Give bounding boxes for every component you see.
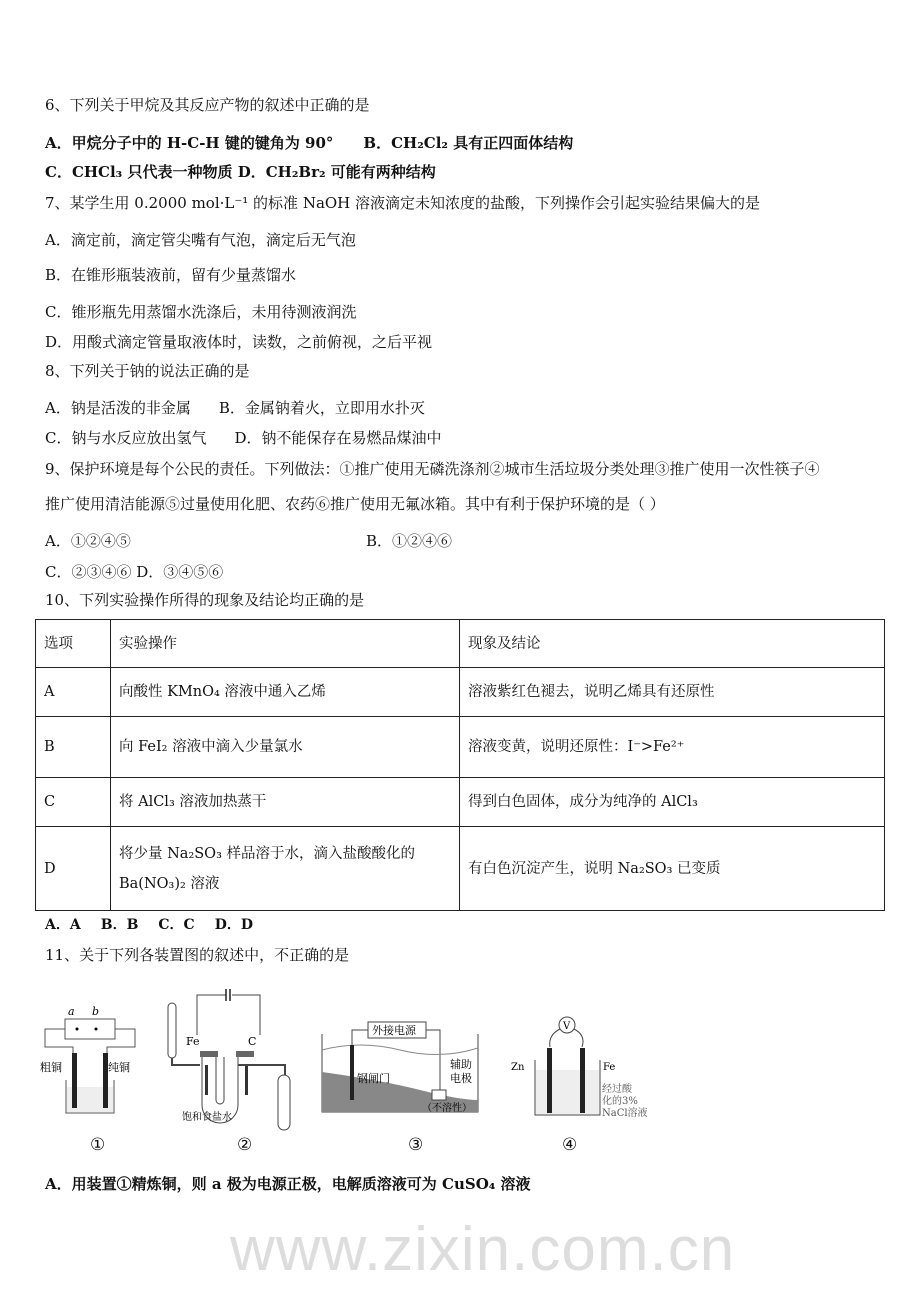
watermark: www.zixin.com.cn: [230, 1215, 736, 1284]
header-result: 现象及结论: [460, 620, 885, 668]
fig2-fe-label: Fe: [186, 1035, 200, 1048]
fig4-number: ④: [562, 1135, 578, 1155]
q6-option-d: D．CH₂Br₂ 可能有两种结构: [237, 163, 436, 181]
q10-option-c: C．C: [158, 917, 195, 933]
q8-options-cd: [45, 428, 442, 448]
q8-option-a: A．钠是活泼的非金属: [45, 399, 191, 417]
row-operation-line1: 将少量 Na₂SO₃ 样品溶于水，滴入盐酸酸化的: [119, 845, 415, 862]
fig2-c-label: C: [248, 1035, 257, 1048]
q9-stem-line1: 9、保护环境是每个公民的责任。下列做法：①推广使用无磷洗涤剂②城市生活垃圾分类处理③推广使用一次性筷子④: [45, 460, 820, 478]
fig1-pure-copper: 纯铜: [108, 1061, 130, 1074]
q6-option-a: A．甲烷分子中的 H-C-H 键的键角为 90°: [45, 134, 334, 152]
q8-options-ab: [45, 398, 425, 418]
row-result: 得到白色固体，成分为纯净的 AlCl₃: [460, 778, 885, 827]
q9-option-d: D．③④⑤⑥: [136, 563, 224, 581]
fig4-voltmeter-label: V: [563, 1021, 571, 1032]
row-result: 溶液紫红色褪去，说明乙烯具有还原性: [460, 668, 885, 717]
fig3-number: ③: [408, 1135, 424, 1155]
q7-option-d: D．用酸式滴定管量取液体时，读数，之前俯视，之后平视: [45, 333, 433, 351]
q6-options-cd: [45, 162, 436, 182]
table-row: [36, 717, 885, 778]
q7-option-c: C．锥形瓶先用蒸馏水洗涤后，未用待测液润洗: [45, 303, 357, 321]
row-option: B: [36, 717, 111, 778]
q11-option-a: A．用装置①精炼铜，则 a 极为电源正极，电解质溶液可为 CuSO₄ 溶液: [45, 1175, 531, 1193]
q6-option-b: B．CH₂Cl₂ 具有正四面体结构: [363, 134, 574, 152]
row-operation: 向 FeI₂ 溶液中滴入少量氯水: [111, 717, 460, 778]
q7-option-a: A．滴定前，滴定管尖嘴有气泡，滴定后无气泡: [45, 231, 356, 249]
fig4-solution-label-3: NaCl溶液: [602, 1108, 648, 1119]
fig1-label-a: a: [68, 1005, 75, 1018]
row-option: C: [36, 778, 111, 827]
header-option: 选项: [36, 620, 111, 668]
q7-stem: 7、某学生用 0.2000 mol·L⁻¹ 的标准 NaOH 溶液滴定未知浓度的盐酸，下列操作会引起实验结果偏大的是: [45, 194, 761, 212]
fig3-power-label: 外接电源: [372, 1024, 416, 1037]
figure-2-u-tube: [160, 985, 300, 1135]
fig4-solution-label-2: 化的3%: [602, 1096, 638, 1107]
q9-stem-line2: 推广使用清洁能源⑤过量使用化肥、农药⑥推广使用无氟冰箱。其中有利于保护环境的是（ ）: [45, 495, 665, 513]
fig1-crude-copper: 粗铜: [40, 1061, 62, 1074]
table-row: [36, 668, 885, 717]
fig2-brine-label: 饱和食盐水: [182, 1112, 232, 1123]
figure-1-electrolysis-refining: [40, 995, 140, 1120]
figure-4-galvanic-cell: [510, 1015, 650, 1125]
fig3-gate-label: 钢闸门: [357, 1072, 390, 1085]
q10-option-b: B．B: [100, 917, 139, 933]
fig1-number: ①: [90, 1135, 106, 1155]
row-operation-line2: Ba(NO₃)₂ 溶液: [119, 875, 220, 892]
fig3-aux-label-2: 电极: [450, 1072, 472, 1085]
fig1-label-b: b: [92, 1005, 100, 1018]
q6-option-c: C．CHCl₃ 只代表一种物质: [45, 163, 233, 181]
q9-option-b: B．①②④⑥: [366, 532, 453, 550]
q8-option-c: C．钠与水反应放出氢气: [45, 429, 207, 447]
row-option: A: [36, 668, 111, 717]
fig4-zn-label: Zn: [511, 1062, 525, 1073]
q10-answers: [45, 915, 253, 935]
q10-table: [35, 619, 885, 911]
row-option: D: [36, 827, 111, 911]
fig4-solution-label-1: 经过酸: [602, 1084, 632, 1095]
q9-option-c: C．②③④⑥: [45, 563, 132, 581]
q6-options-ab: [45, 133, 573, 153]
row-operation: [111, 827, 460, 911]
q10-option-d: D．D: [214, 917, 253, 933]
table-row: [36, 778, 885, 827]
fig3-aux-label-3: （不溶性）: [422, 1103, 472, 1114]
q8-stem: 8、下列关于钠的说法正确的是: [45, 362, 250, 380]
q10-option-a: A．A: [45, 917, 81, 933]
row-result: 有白色沉淀产生，说明 Na₂SO₃ 已变质: [460, 827, 885, 911]
q8-option-b: B．金属钠着火，立即用水扑灭: [218, 399, 425, 417]
table-row: [36, 827, 885, 911]
table-header-row: [36, 620, 885, 668]
q11-stem: 11、关于下列各装置图的叙述中，不正确的是: [45, 946, 350, 964]
fig2-number: ②: [237, 1135, 253, 1155]
fig4-fe-label: Fe: [603, 1062, 616, 1073]
row-operation: 向酸性 KMnO₄ 溶液中通入乙烯: [111, 668, 460, 717]
q10-stem: 10、下列实验操作所得的现象及结论均正确的是: [45, 591, 365, 609]
row-operation: 将 AlCl₃ 溶液加热蒸干: [111, 778, 460, 827]
fig3-aux-label-1: 辅助: [450, 1058, 472, 1071]
row-result: 溶液变黄，说明还原性：I⁻>Fe²⁺: [460, 717, 885, 778]
header-operation: 实验操作: [111, 620, 460, 668]
q8-option-d: D．钠不能保存在易燃品煤油中: [234, 429, 442, 447]
figure-3-gate-protection: [320, 1020, 480, 1115]
q9-option-a: A．①②④⑤: [45, 532, 131, 550]
q9-options-cd: [45, 562, 223, 582]
q7-option-b: B．在锥形瓶装液前，留有少量蒸馏水: [45, 266, 297, 284]
q6-stem: 6、下列关于甲烷及其反应产物的叙述中正确的是: [45, 96, 370, 114]
